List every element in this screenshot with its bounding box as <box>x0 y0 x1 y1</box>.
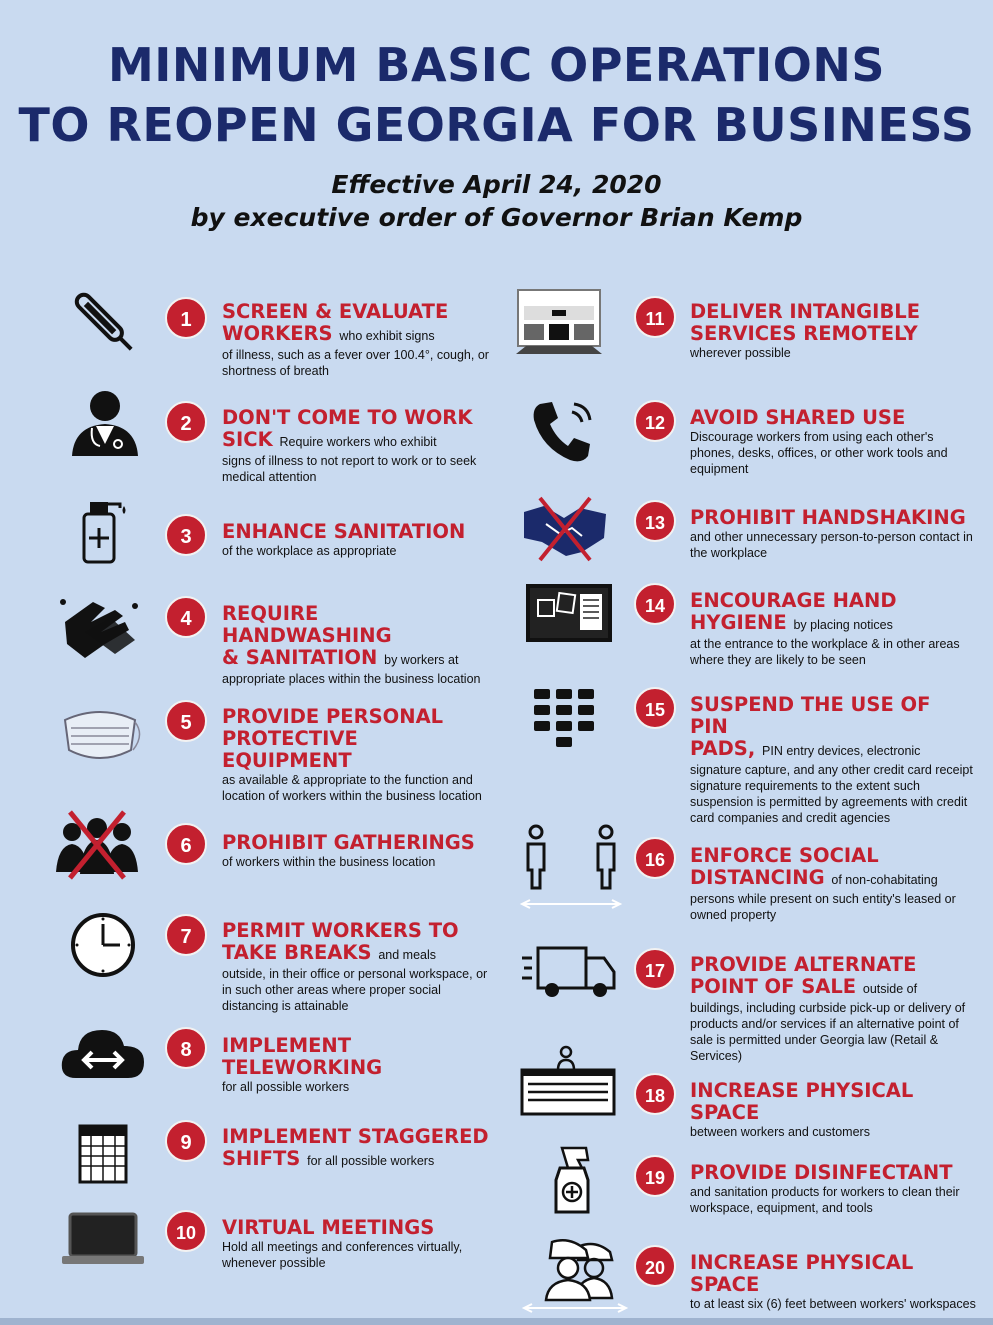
number-badge: 9 <box>165 1120 207 1162</box>
item-heading-2: DISTANCING <box>690 866 825 889</box>
item-body: at the entrance to the workplace & in other areas where they are likely to be seen <box>690 637 960 667</box>
number-badge: 5 <box>165 700 207 742</box>
face-mask-icon <box>55 700 145 770</box>
doctor-icon <box>60 388 150 458</box>
item-heading: PROHIBIT HANDSHAKING <box>690 506 966 529</box>
item-11 <box>690 301 975 361</box>
item-body: as available & appropriate to the function and location of workers within the business location <box>222 773 482 803</box>
item-heading: IMPLEMENT STAGGERED <box>222 1125 489 1148</box>
item-heading: INCREASE PHYSICAL SPACE <box>690 1251 914 1296</box>
title-line-1: MINIMUM BASIC OPERATIONS <box>107 38 886 92</box>
item-13 <box>690 507 975 561</box>
item-9 <box>222 1126 492 1172</box>
notice-board-icon <box>524 580 614 650</box>
number-badge: 3 <box>165 514 207 556</box>
item-body: buildings, including curbside pick-up or delivery of products and/or services if an alternative point of sale is permitted under Georgia law (Retail & Services) <box>690 1001 966 1063</box>
number-badge: 4 <box>165 596 207 638</box>
item-inline: and meals <box>378 948 437 962</box>
item-heading: ENCOURAGE HAND <box>690 589 897 612</box>
item-heading: ENHANCE SANITATION <box>222 520 466 543</box>
number-badge: 17 <box>634 948 676 990</box>
workers-icon <box>520 1236 630 1314</box>
item-heading: PROHIBIT GATHERINGS <box>222 831 475 854</box>
item-body: wherever possible <box>690 346 791 360</box>
item-heading: INCREASE PHYSICAL SPACE <box>690 1079 914 1124</box>
item-body: and other unnecessary person-to-person contact in the workplace <box>690 530 973 560</box>
number-badge: 19 <box>634 1155 676 1197</box>
item-17 <box>690 954 975 1064</box>
number-badge: 8 <box>165 1027 207 1069</box>
item-body: of workers within the business location <box>222 855 436 869</box>
subtitle-date: Effective April 24, 2020 <box>331 170 662 199</box>
calendar-icon <box>58 1118 148 1188</box>
item-heading-2: TAKE BREAKS <box>222 941 372 964</box>
item-body: signature capture, and any other credit card receipt signature requirements to the extent such suspension is permitted by agreements with credit card companies and credit agencies <box>690 763 973 825</box>
counter-icon <box>518 1042 618 1118</box>
item-inline: who exhibit signs <box>339 329 435 343</box>
item-heading: PROVIDE DISINFECTANT <box>690 1161 953 1184</box>
number-badge: 10 <box>165 1210 207 1252</box>
item-heading-2: & SANITATION <box>222 646 378 669</box>
item-20 <box>690 1252 980 1312</box>
handwashing-icon <box>55 592 145 662</box>
number-badge: 1 <box>165 297 207 339</box>
item-body: Hold all meetings and conferences virtually, whenever possible <box>222 1240 463 1270</box>
item-body: for all possible workers <box>222 1080 350 1094</box>
item-body: between workers and customers <box>690 1125 870 1139</box>
number-badge: 14 <box>634 583 676 625</box>
item-heading: PROVIDE PERSONAL <box>222 705 444 728</box>
item-4 <box>222 603 492 687</box>
item-heading-2: WORKERS <box>222 322 333 345</box>
item-body: of the workplace as appropriate <box>222 544 397 558</box>
item-15 <box>690 694 975 826</box>
number-badge: 16 <box>634 837 676 879</box>
item-heading: PERMIT WORKERS TO <box>222 919 459 942</box>
item-heading: PROVIDE ALTERNATE <box>690 953 917 976</box>
number-badge: 7 <box>165 914 207 956</box>
hand-sanitizer-icon <box>60 494 150 564</box>
item-7 <box>222 920 492 1014</box>
item-inline: Require workers who exhibit <box>279 435 437 449</box>
number-badge: 2 <box>165 401 207 443</box>
item-heading-2: PROTECTIVE EQUIPMENT <box>222 727 358 772</box>
item-inline: for all possible workers <box>307 1154 435 1168</box>
number-badge: 20 <box>634 1245 676 1287</box>
no-gathering-icon <box>52 810 142 880</box>
bottom-border <box>0 1318 993 1325</box>
item-heading-2: SHIFTS <box>222 1147 301 1170</box>
cloud-icon <box>58 1018 148 1088</box>
number-badge: 15 <box>634 687 676 729</box>
item-heading-2: SICK <box>222 428 273 451</box>
no-handshake-icon <box>520 494 610 564</box>
phone-icon <box>522 396 612 466</box>
item-19 <box>690 1162 975 1216</box>
item-body: signs of illness to not report to work or to seek medical attention <box>222 454 477 484</box>
item-8 <box>222 1035 492 1095</box>
number-badge: 12 <box>634 400 676 442</box>
laptop-icon <box>58 1204 148 1274</box>
spray-bottle-icon <box>528 1146 618 1216</box>
item-body: Discourage workers from using each other's phones, desks, offices, or other work tools and equipment <box>690 430 948 476</box>
item-inline: outside of <box>862 982 918 996</box>
item-inline: of non-cohabitating <box>831 873 938 887</box>
item-heading: DELIVER INTANGIBLE <box>690 300 921 323</box>
item-heading: SCREEN & EVALUATE <box>222 300 449 323</box>
item-16 <box>690 845 975 923</box>
keypad-icon <box>522 685 612 755</box>
item-heading: SUSPEND THE USE OF PIN <box>690 693 931 738</box>
item-inline: by placing notices <box>793 618 893 632</box>
number-badge: 13 <box>634 500 676 542</box>
item-2 <box>222 407 492 485</box>
subtitle-order: by executive order of Governor Brian Kemp <box>190 203 803 232</box>
item-body: outside, in their office or personal workspace, or in such other areas where proper social distancing is attainable <box>222 967 488 1013</box>
item-1 <box>222 301 492 379</box>
item-body: and sanitation products for workers to clean their workspace, equipment, and tools <box>690 1185 960 1215</box>
item-heading-2: HYGIENE <box>690 611 787 634</box>
item-heading: VIRTUAL MEETINGS <box>222 1216 435 1239</box>
item-3 <box>222 521 492 559</box>
item-10 <box>222 1217 492 1271</box>
item-body: to at least six (6) feet between workers' workspaces <box>690 1297 976 1311</box>
item-18 <box>690 1080 980 1140</box>
item-12 <box>690 407 975 477</box>
item-heading-2: SERVICES REMOTELY <box>690 322 918 345</box>
number-badge: 18 <box>634 1073 676 1115</box>
item-5 <box>222 706 492 804</box>
item-inline: PIN entry devices, electronic <box>762 744 921 758</box>
clock-icon <box>58 910 148 980</box>
social-distance-icon <box>516 822 626 912</box>
item-heading-2: POINT OF SALE <box>690 975 857 998</box>
thermometer-icon <box>60 288 150 358</box>
item-heading: DON'T COME TO WORK <box>222 406 473 429</box>
item-14 <box>690 590 975 668</box>
item-heading: AVOID SHARED USE <box>690 406 906 429</box>
item-heading-2: PADS, <box>690 737 756 760</box>
monitor-icon <box>514 288 604 358</box>
item-body: appropriate places within the business location <box>222 672 481 686</box>
item-6 <box>222 832 492 870</box>
item-inline: by workers at <box>384 653 459 667</box>
item-body: persons while present on such entity's leased or owned property <box>690 892 956 922</box>
title-line-2: TO REOPEN GEORGIA FOR BUSINESS <box>18 98 975 152</box>
item-heading: REQUIRE HANDWASHING <box>222 602 392 647</box>
delivery-truck-icon <box>520 936 620 1006</box>
item-heading: ENFORCE SOCIAL <box>690 844 879 867</box>
item-heading: IMPLEMENT TELEWORKING <box>222 1034 383 1079</box>
number-badge: 6 <box>165 823 207 865</box>
number-badge: 11 <box>634 296 676 338</box>
item-body: of illness, such as a fever over 100.4°, cough, or shortness of breath <box>222 348 489 378</box>
